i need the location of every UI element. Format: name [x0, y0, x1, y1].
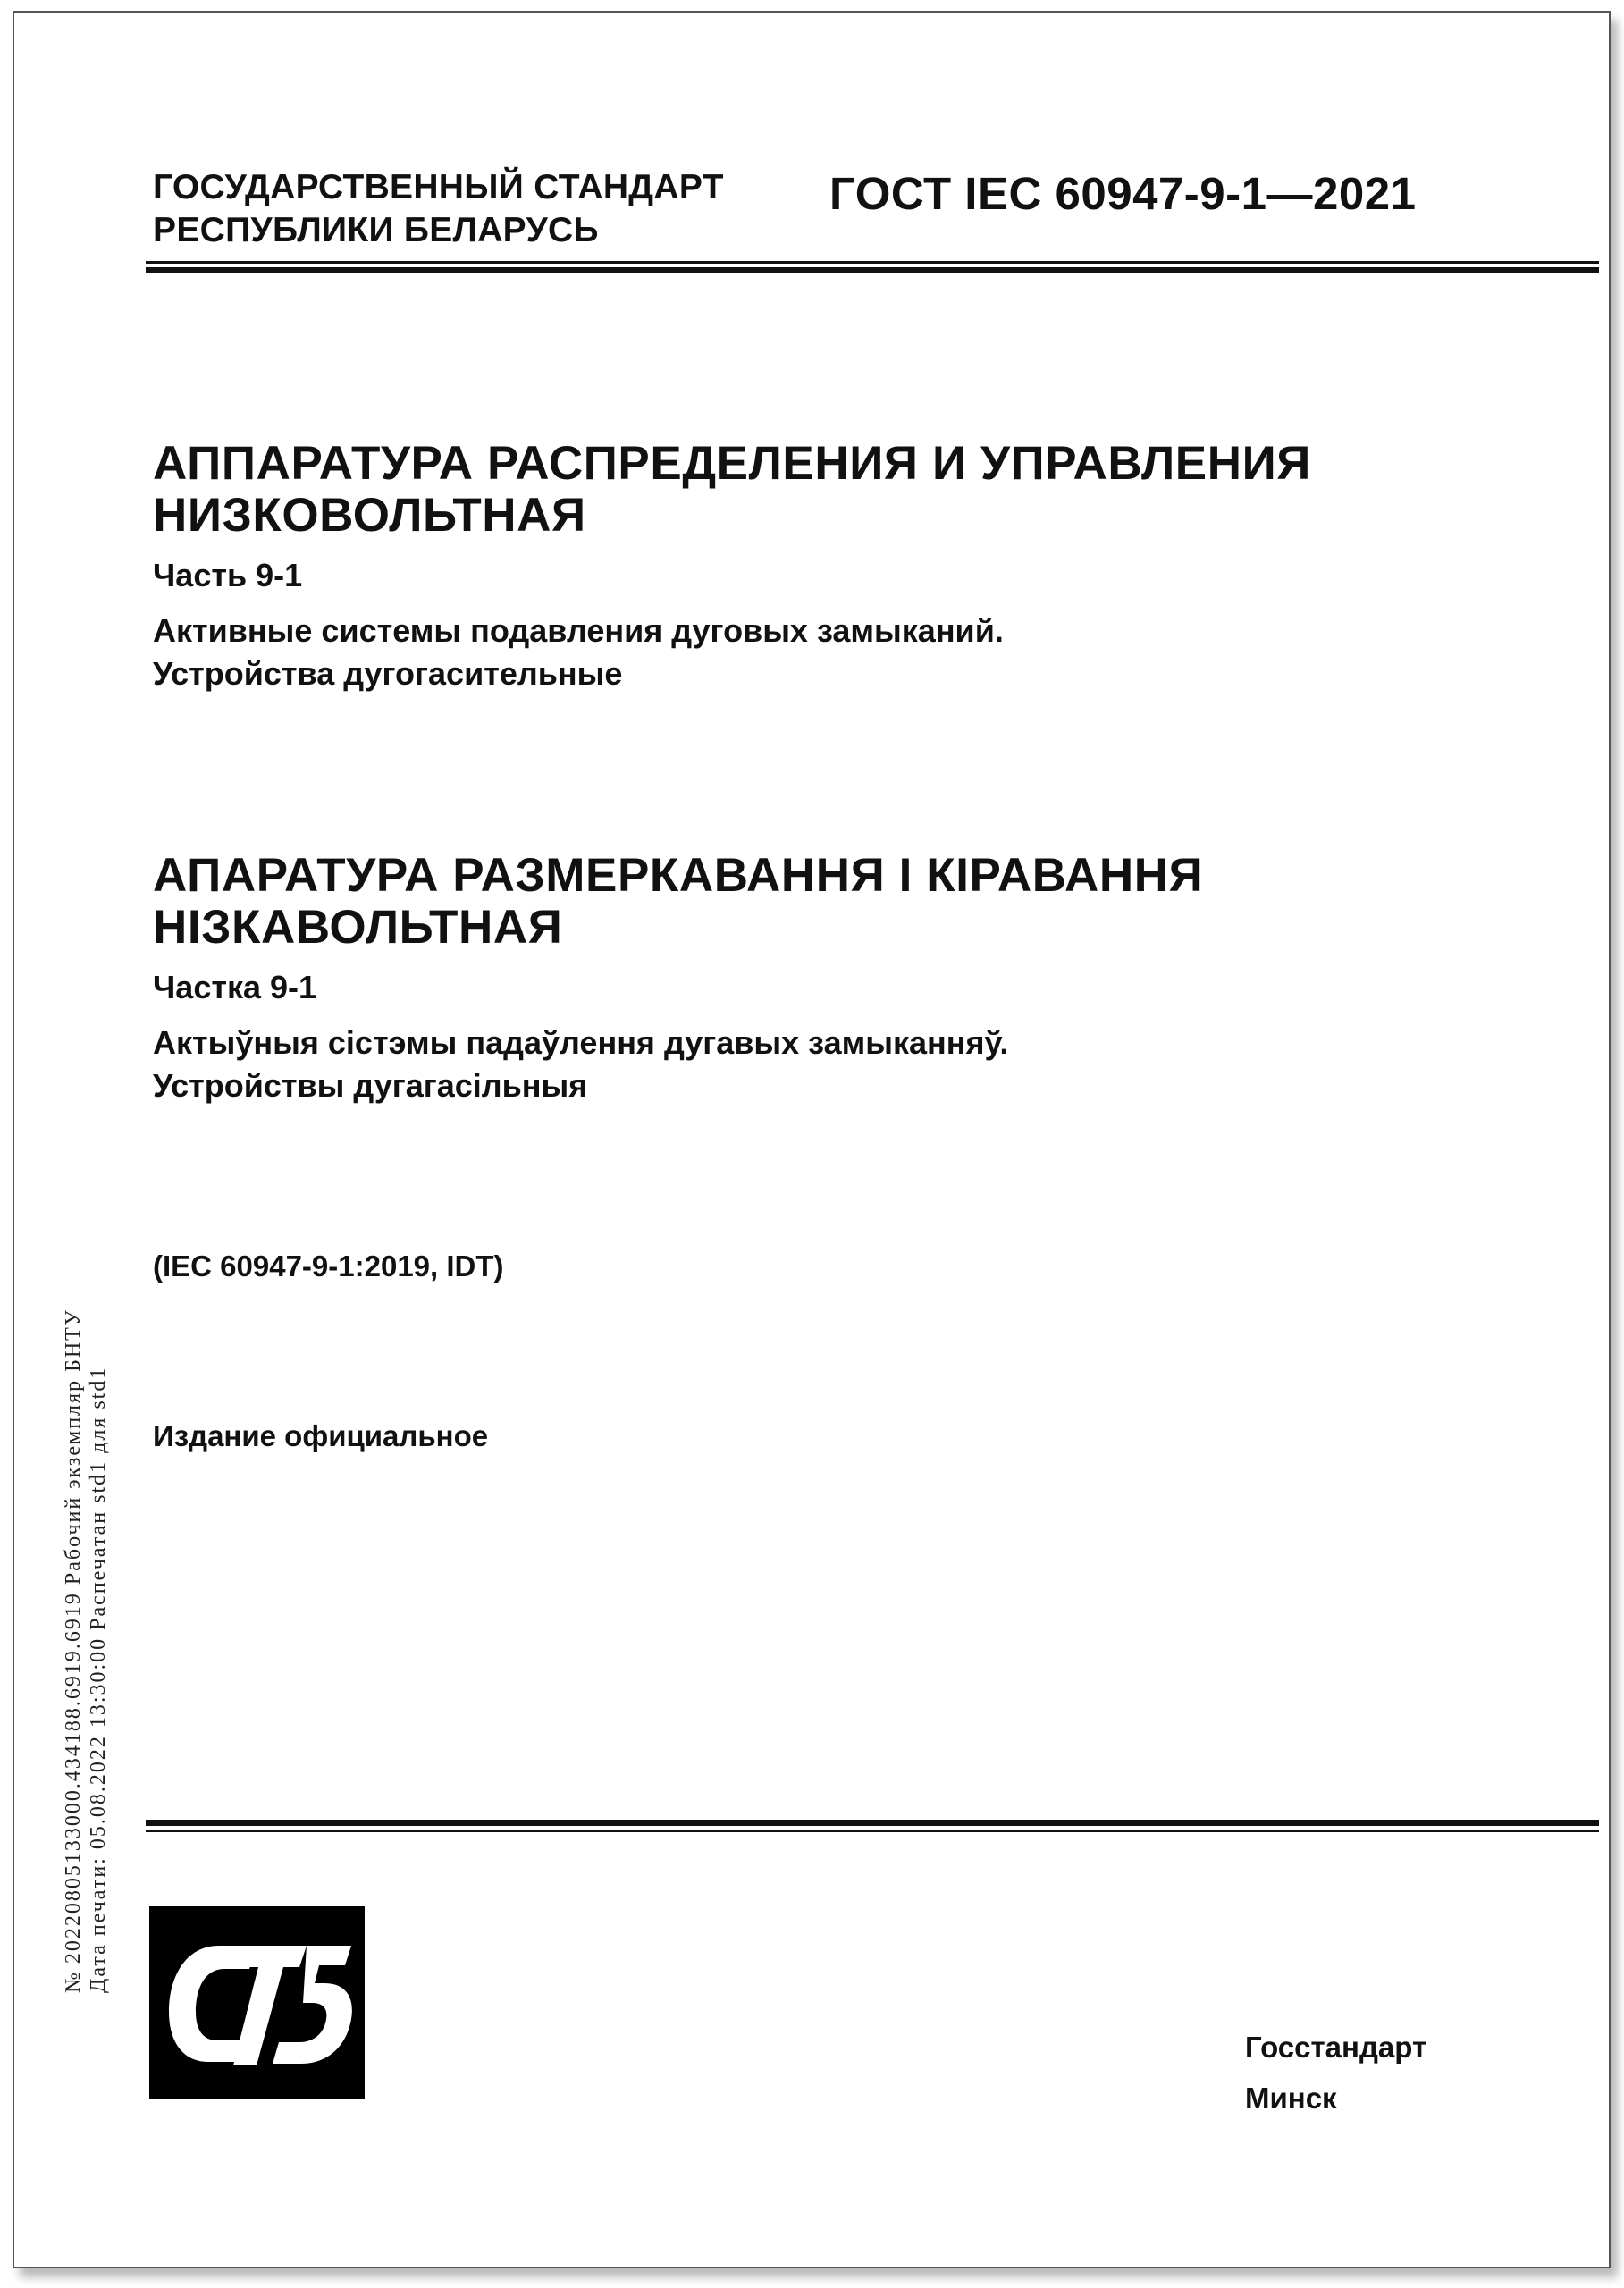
- standard-designation: ГОСТ IEC 60947-9-1—2021: [829, 168, 1417, 219]
- issuer-title: [153, 166, 724, 252]
- title-by-part: Частка 9-1: [153, 969, 317, 1005]
- title-ru-main-line-1: АППАРАТУРА РАСПРЕДЕЛЕНИЯ И УПРАВЛЕНИЯ: [153, 437, 1311, 490]
- print-stamp: [61, 1090, 111, 1993]
- title-by-subtitle: [153, 1022, 1547, 1107]
- title-by-main-line-1: АПАРАТУРА РАЗМЕРКАВАННЯ І КІРАВАННЯ: [153, 849, 1204, 902]
- title-ru-main: [153, 438, 1547, 542]
- title-ru-sub-line-2: Устройства дугогасительные: [153, 655, 623, 692]
- footer-rule-thick: [146, 1820, 1599, 1826]
- print-stamp-line-2: Дата печати: 05.08.2022 13:30:00 Распечатан std1 для std1: [87, 1366, 110, 1993]
- header-rule-thin: [146, 261, 1599, 264]
- title-ru-subtitle: [153, 610, 1547, 695]
- issuer-line-2: РЕСПУБЛИКИ БЕЛАРУСЬ: [153, 211, 599, 249]
- international-reference: (IEC 60947-9-1:2019, IDT): [153, 1249, 504, 1283]
- title-by-main: [153, 850, 1547, 954]
- publisher-org: Госстандарт: [1245, 2031, 1427, 2064]
- title-ru-main-line-2: НИЗКОВОЛЬТНАЯ: [153, 489, 586, 542]
- title-by-main-line-2: НІЗКАВОЛЬТНАЯ: [153, 901, 563, 954]
- title-ru-sub-line-1: Активные системы подавления дуговых замыканий.: [153, 612, 1004, 649]
- issuer-line-1: ГОСУДАРСТВЕННЫЙ СТАНДАРТ: [153, 168, 724, 206]
- edition-label: Издание официальное: [153, 1419, 489, 1452]
- title-by-sub-line-2: Устройствы дугагасільныя: [153, 1067, 588, 1104]
- stb-logo-icon: [149, 1906, 365, 2099]
- title-by-sub-line-1: Актыўныя сістэмы падаўлення дугавых замыканняў.: [153, 1024, 1009, 1061]
- title-russian: [153, 438, 1547, 695]
- publisher-city: Минск: [1245, 2082, 1337, 2115]
- header-rule-thick: [146, 267, 1599, 273]
- print-stamp-line-1: № 20220805133000.434188.6919.6919 Рабочий экземпляр БНТУ: [62, 1308, 85, 1993]
- stb-logo-graphic: [149, 1906, 365, 2099]
- publisher-block: [1245, 2022, 1426, 2124]
- title-belarusian: [153, 850, 1547, 1107]
- title-ru-part: Часть 9-1: [153, 557, 303, 593]
- footer-rule-thin: [146, 1830, 1599, 1832]
